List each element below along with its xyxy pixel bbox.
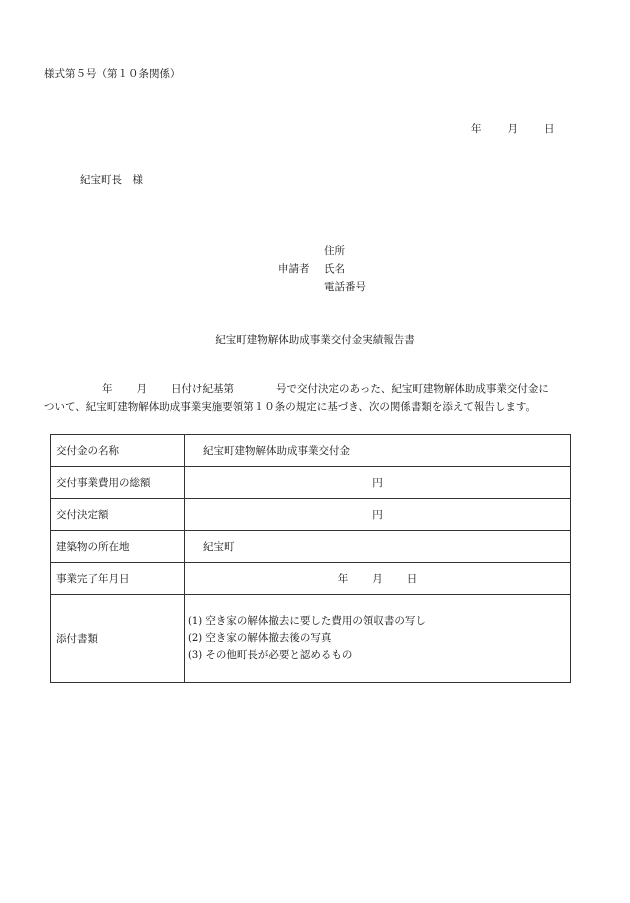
body-month: 月 xyxy=(136,383,147,395)
addressee: 紀宝町長 様 xyxy=(80,174,143,186)
table-row xyxy=(51,595,571,683)
body-year: 年 xyxy=(102,383,113,395)
body-line-2: ついて、紀宝町建物解体助成事業実施要領第１０条の規定に基づき、次の関係書類を添えて報告します。 xyxy=(44,401,537,413)
attachments-list xyxy=(185,595,571,683)
applicant-name-label: 氏名 xyxy=(324,263,345,275)
table-row xyxy=(51,435,571,467)
completion-day: 日 xyxy=(406,573,418,585)
body-text xyxy=(44,380,592,416)
list-item xyxy=(188,613,565,630)
table-row xyxy=(51,563,571,595)
applicant-address-label: 住所 xyxy=(324,245,345,257)
row-label: 添付書類 xyxy=(51,595,185,683)
body-line-1 xyxy=(44,380,592,398)
row-value: 紀宝町建物解体助成事業交付金 xyxy=(185,435,571,467)
row-value: 円 xyxy=(185,499,571,531)
date-day: 日 xyxy=(544,123,555,135)
row-value: 紀宝町 xyxy=(185,531,571,563)
row-label: 建築物の所在地 xyxy=(51,531,185,563)
applicant-phone-label: 電話番号 xyxy=(324,281,366,293)
date-month: 月 xyxy=(507,123,518,135)
item-text: 空き家の解体撤去後の写真 xyxy=(205,632,332,644)
table-row xyxy=(51,531,571,563)
form-number: 様式第５号（第１０条関係） xyxy=(44,68,181,80)
document-title: 紀宝町建物解体助成事業交付金実績報告書 xyxy=(215,334,415,346)
report-table xyxy=(50,434,571,683)
body-date-suffix: 日付け紀基第 xyxy=(171,383,234,395)
body-number-suffix: 号で交付決定のあった、紀宝町建物解体助成事業交付金に xyxy=(276,383,549,395)
list-item xyxy=(188,630,565,647)
completion-date xyxy=(185,563,571,595)
table-row xyxy=(51,467,571,499)
applicant-label: 申請者 xyxy=(278,263,310,275)
completion-year: 年 xyxy=(337,573,349,585)
item-number: (2) xyxy=(188,633,203,644)
row-label: 交付事業費用の総額 xyxy=(51,467,185,499)
row-label: 事業完了年月日 xyxy=(51,563,185,595)
item-number: (1) xyxy=(188,616,203,627)
date-year: 年 xyxy=(471,123,482,135)
row-label: 交付金の名称 xyxy=(51,435,185,467)
row-value: 円 xyxy=(185,467,571,499)
completion-month: 月 xyxy=(372,573,383,585)
table-row xyxy=(51,499,571,531)
row-label: 交付決定額 xyxy=(51,499,185,531)
date-line xyxy=(471,121,555,136)
list-item xyxy=(188,647,565,664)
item-text: 空き家の解体撤去に要した費用の領収書の写し xyxy=(205,615,426,627)
item-text: その他町長が必要と認めるもの xyxy=(205,649,353,661)
item-number: (3) xyxy=(188,650,203,661)
